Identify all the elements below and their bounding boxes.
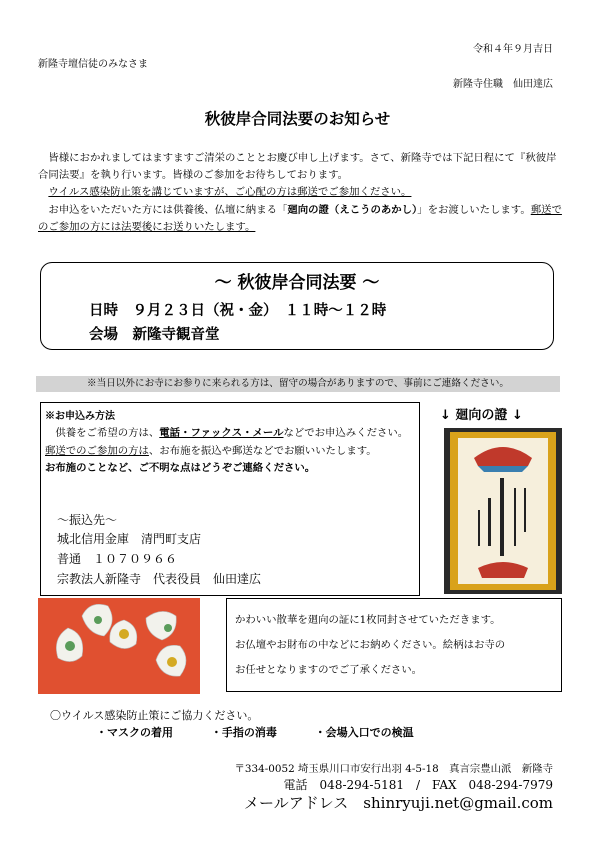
app-l2a: 郵送でのご参加の方は [45, 444, 149, 457]
issue-date: 令和４年９月吉日 [473, 44, 553, 55]
footer-phone-fax: 電話 048-294-5181 / FAX 048-294-7979 [283, 778, 553, 792]
footer-address: 〒334-0052 埼玉県川口市安行出羽 4-5-18 真言宗豊山派 新隆寺 [234, 763, 553, 775]
intro-paragraph-1: 皆様におかれましてはますますご清栄のこととお慶び申し上げます。さて、新隆寺では下記日程にて『秋彼岸合同法要』を執り行います。皆様のご参加をお待ちしております。 [38, 152, 557, 182]
event-datetime: 日時 ９月２３日（祝・金） １１時～１２時 [89, 303, 387, 319]
sender-line: 新隆寺住職 仙田達広 [453, 79, 553, 90]
note-line-3: お任せとなりますのでご了承ください。 [235, 664, 423, 676]
cooperation-heading: 〇ウイルス感染防止策にご協力ください。 [50, 709, 259, 722]
ekou-heading: ↓ 廻向の證 ↓ [440, 408, 523, 423]
page-title: 秋彼岸合同法要のお知らせ [204, 110, 391, 128]
app-contact-methods: 電話・ファックス・メール [159, 427, 284, 439]
app-l2b: 、お布施を振込や郵送などでお願いいたします。 [148, 444, 377, 457]
application-heading: ※お申込み方法 [45, 411, 115, 422]
notice-banner: ※当日以外にお寺にお参りに来られる方は、留守の場合がありますので、事前にご連絡ください。 [36, 376, 560, 392]
application-box [40, 402, 420, 596]
event-box [40, 262, 554, 350]
coop-item-sanitize: ・手指の消毒 [210, 726, 277, 739]
note-line-2: お仏壇やお財布の中などにお納めください。絵柄はお寺の [235, 639, 506, 651]
sange-note-box [226, 598, 562, 692]
canopy-band [478, 466, 528, 472]
event-title: ～ 秋彼岸合同法要 ～ [214, 273, 380, 293]
sange-petals-image [38, 598, 200, 694]
cooperation-items [96, 724, 448, 740]
app-l1c: などでお申込みください。 [283, 427, 409, 439]
note-line-1: かわいい散華を廻向の証に1枚同封させていただきます。 [235, 614, 501, 626]
account-number: 普通 １０７０９６６ [57, 552, 178, 566]
p3-text-c: 」をお渡しいたします。 [417, 203, 531, 216]
p3-text-a: お申込をいただいた方には供養後、仏壇に納まる「 [48, 203, 288, 216]
bank-name: 城北信用金庫 清門町支店 [57, 532, 202, 546]
transfer-heading: ～振込先～ [57, 513, 118, 527]
intro-text [38, 150, 563, 236]
coop-item-mask: ・マスクの着用 [96, 726, 173, 739]
ekou-name: 廻向の證（えこうのあかし） [287, 203, 418, 216]
coop-item-temperature: ・会場入口での検温 [314, 726, 414, 739]
intro-paragraph-2: ウイルス感染防止策を講じていますが、ご心配の方は郵送でご参加ください。 [48, 186, 412, 199]
recipient-line: 新隆寺壇信徒のみなさま [38, 59, 148, 70]
app-l3: お布施のことなど、ご不明な点はどうぞご連絡ください。 [45, 462, 316, 474]
footer-email: メールアドレス shinryuji.net@gmail.com [244, 794, 553, 812]
application-text [45, 425, 413, 478]
event-venue: 会場 新隆寺観音堂 [89, 327, 220, 343]
p3-text-d: 郵送でのご参加の方には法要後にお送りいたします。 [38, 203, 562, 233]
account-holder: 宗教法人新隆寺 代表役員 仙田達広 [57, 572, 262, 586]
intro-paragraph-3 [38, 202, 563, 236]
app-l1a: 供養をご希望の方は、 [55, 427, 160, 439]
ekou-certificate-image [444, 428, 562, 594]
